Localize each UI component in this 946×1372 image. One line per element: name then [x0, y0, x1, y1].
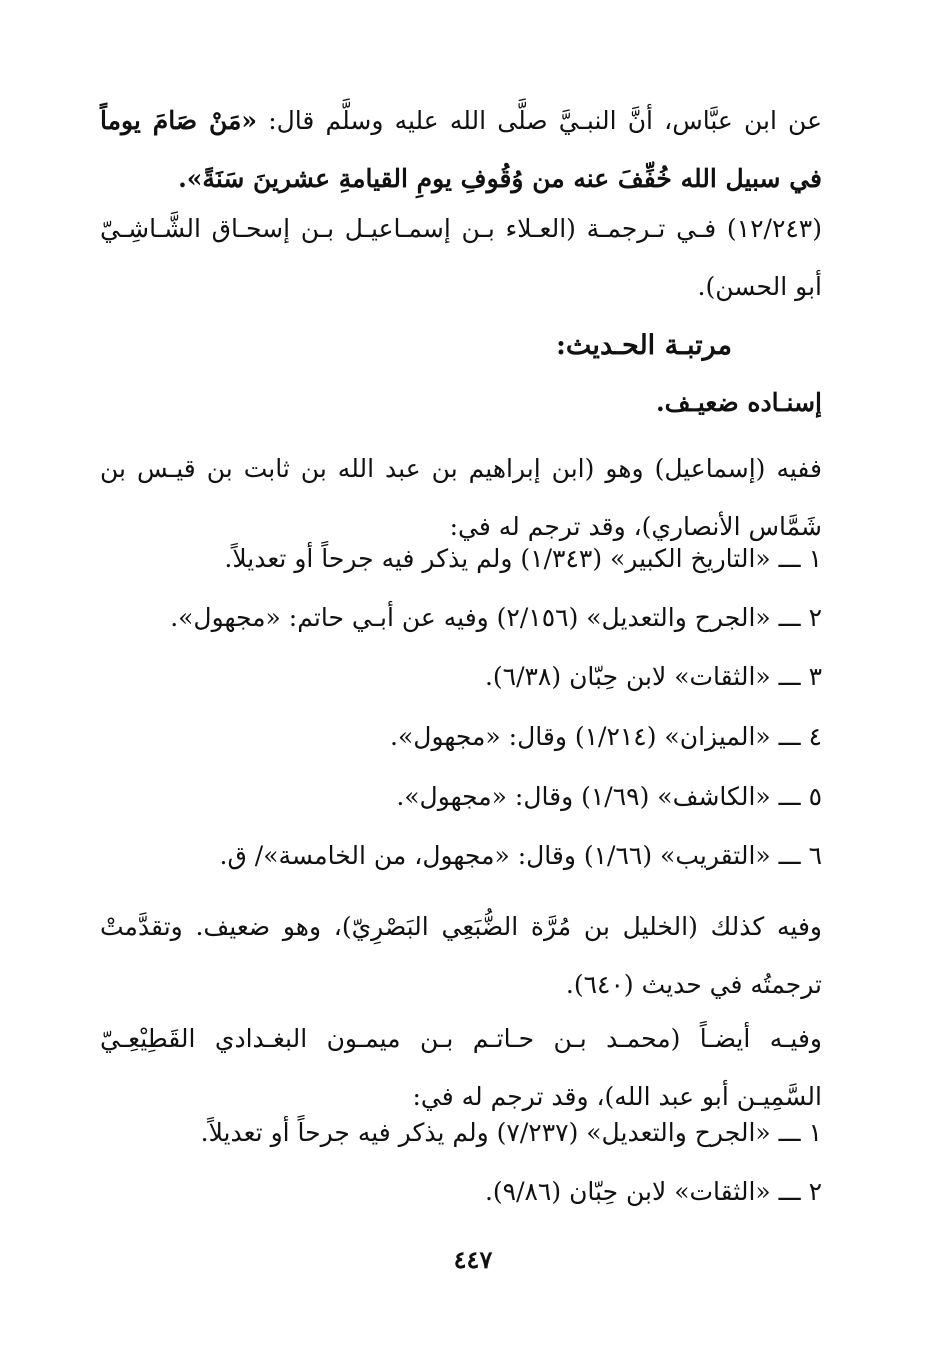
list-item: ١ ـــ «التاريخ الكبير» (١/٣٤٣) ولم يذكر فيه جرحاً أو تعديلاً.: [224, 544, 822, 573]
list-item: ٤ ـــ «الميزان» (١/٢١٤) وقال: «مجهول».: [390, 722, 822, 751]
hadith-intro: عن ابن عبَّاس، أنَّ النبـيَّ صلَّى الله عليه وسلَّم قال:: [257, 106, 822, 135]
narrator-paragraph-1: ففيه (إسماعيل) وهو (ابن إبراهيم بن عبد الله بن ثابت بن قيـس بن شَمَّاس الأنصاري)، وقد ترجم له في:: [100, 454, 822, 541]
list-item: ٢ ـــ «الجرح والتعديل» (٢/١٥٦) وفيه عن أبـي حاتم: «مجهول».: [170, 603, 822, 632]
narrator-paragraph-2: وفيه كذلك (الخليل بن مُرَّة الضُّبَعِي البَصْرِيّ)، وهو ضعيف. وتقدَّمتْ ترجمتُه في حديث (٦٤٠).: [100, 912, 823, 999]
page-number: ٤٤٧: [453, 1245, 493, 1274]
list-item: ٣ ـــ «الثقات» لابن حِبّان (٦/٣٨).: [484, 662, 822, 691]
list-item: ٢ ـــ «الثقات» لابن حِبّان (٩/٨٦).: [484, 1177, 822, 1206]
hadith-quote: «مَنْ صَامَ يوماً في سبيل الله خُفِّفَ عنه من وُقُوفِ يومِ القيامةِ عشرينَ سَنَةً».: [100, 106, 822, 193]
list-item: ٦ ـــ «التقريب» (١/٦٦) وقال: «مجهول، من الخامسة»/ ق.: [219, 841, 822, 870]
list-item: ١ ـــ «الجرح والتعديل» (٧/٢٣٧) ولم يذكر فيه جرحاً أو تعديلاً.: [200, 1118, 822, 1147]
list-item: ٥ ـــ «الكاشف» (١/٦٩) وقال: «مجهول».: [396, 782, 822, 811]
narrator-paragraph-3: وفيـه أيضـاً (محمـد بـن حـاتـم بـن ميمـون البغـدادي القَطِيْعِـيّ السَّمِيـن أبو عبد الله)، وقد ترجم له في:: [100, 1024, 822, 1111]
section-heading: مرتبـة الحـديث:: [555, 330, 732, 361]
reference-paragraph: (١٢/٢٤٣) فـي تـرجمـة (العـلاء بـن إسمـاعيـل بـن إسحـاق الشَّـاشِـيّ أبو الحسن).: [100, 214, 822, 301]
hadith-text: [100, 92, 822, 208]
isnad-verdict: إسنـاده ضعيـف.: [655, 388, 822, 417]
